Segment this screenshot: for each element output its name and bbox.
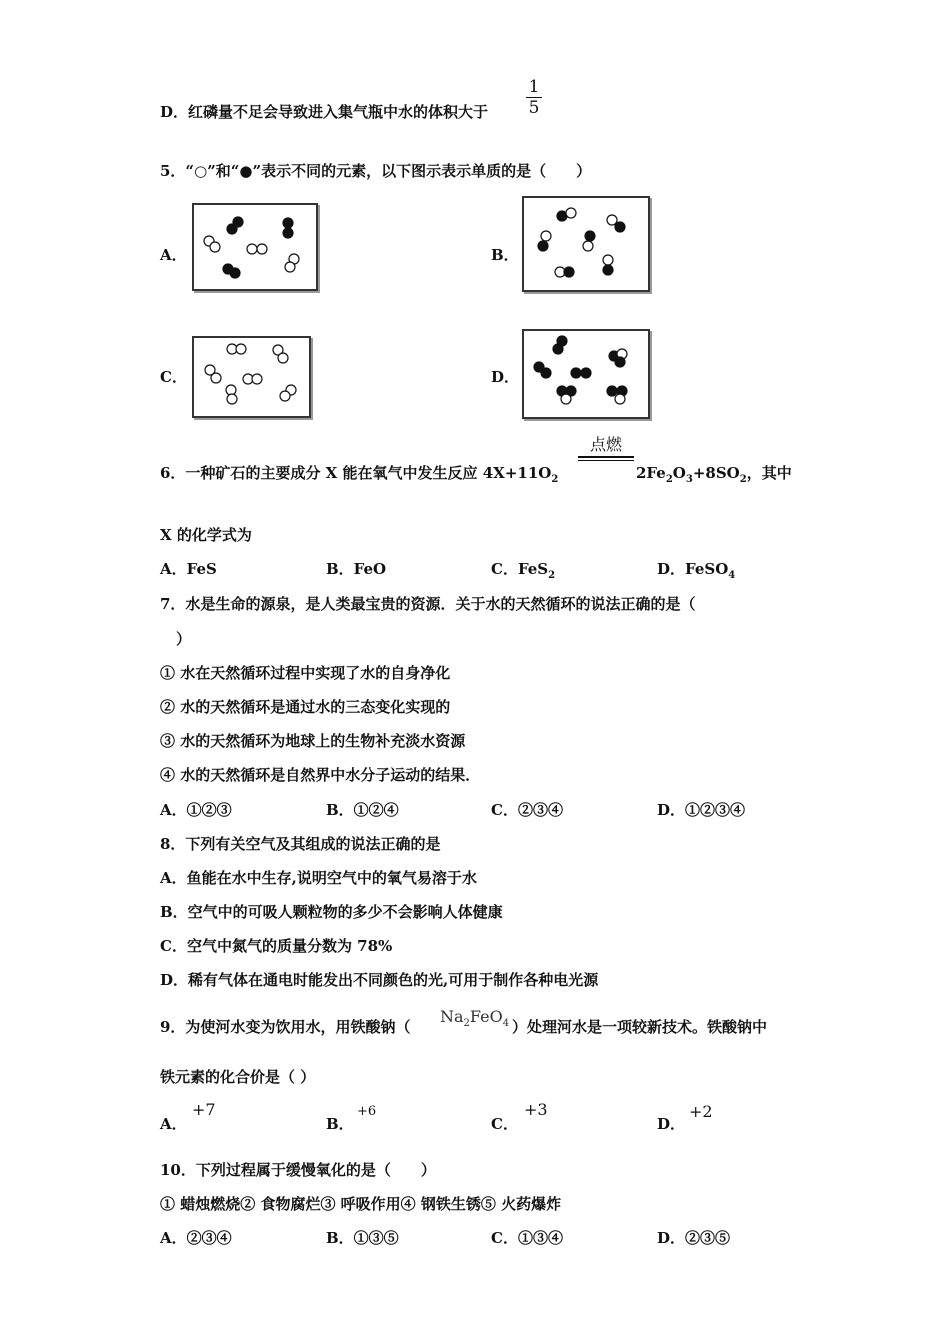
q5-label-c: C． bbox=[160, 368, 187, 386]
reaction-arrow bbox=[578, 456, 634, 461]
q7-option-d: D．①②③④ bbox=[657, 801, 746, 819]
q8-option-b: B．空气中的可吸人颗粒物的多少不会影响人体健康 bbox=[160, 903, 503, 921]
q6-o2-subscript: 2 bbox=[551, 474, 559, 485]
q6-product-sub2: 3 bbox=[685, 474, 693, 485]
q10-option-a: A．②③④ bbox=[160, 1229, 232, 1247]
q10-option-b: B．①③⑤ bbox=[326, 1229, 399, 1247]
q6-product-sub3: 2 bbox=[739, 474, 747, 485]
q6-product-tail: ，其中 bbox=[746, 464, 792, 482]
q6-option-b bbox=[326, 559, 386, 579]
condition-text: 点燃 bbox=[589, 435, 622, 454]
q9-formula-sub1: 2 bbox=[463, 1018, 470, 1030]
q8-option-a: A．鱼能在水中生存,说明空气中的氧气易溶于水 bbox=[160, 869, 477, 887]
q8-stem: 8．下列有关空气及其组成的说法正确的是 bbox=[160, 835, 441, 853]
q5-label-a: A． bbox=[160, 246, 187, 264]
q6-products bbox=[636, 463, 792, 490]
q7-item-1: ① 水在天然循环过程中实现了水的自身净化 bbox=[160, 664, 451, 682]
q7-item-2: ② 水的天然循环是通过水的三态变化实现的 bbox=[160, 698, 451, 716]
q9-option-b-value: +6 bbox=[357, 1104, 377, 1119]
q5-stem: 5．“○”和“●”表示不同的元素，以下图示表示单质的是（ ） bbox=[160, 162, 592, 180]
q7-item-3: ③ 水的天然循环为地球上的生物补充淡水资源 bbox=[160, 732, 466, 750]
q9-option-c-value: +3 bbox=[524, 1100, 548, 1119]
q9-stem-b: ）处理河水是一项较新技术。铁酸钠中 bbox=[512, 1018, 768, 1036]
q9-option-a: A． bbox=[160, 1115, 187, 1133]
q6-product-sub1: 2 bbox=[665, 474, 673, 485]
q7-item-4: ④ 水的天然循环是自然界中水分子运动的结果． bbox=[160, 766, 481, 784]
q5-diagram-b bbox=[522, 196, 650, 292]
q9-formula bbox=[440, 1007, 509, 1029]
q9-option-b: B． bbox=[326, 1115, 354, 1133]
q9-stem-a: 9．为使河水变为饮用水，用铁酸钠（ bbox=[160, 1018, 411, 1036]
q9-formula-feo: FeO bbox=[469, 1007, 503, 1026]
q6-stem-text: 6．一种矿石的主要成分 X 能在氧气中发生反应 4X+11O bbox=[160, 464, 552, 482]
q5-diagram-a bbox=[192, 203, 318, 291]
q5-label-d: D． bbox=[491, 368, 520, 386]
q9-formula-na: Na bbox=[440, 1007, 464, 1026]
q9-option-c: C． bbox=[491, 1115, 518, 1133]
q10-items: ① 蜡烛燃烧② 食物腐烂③ 呼吸作用④ 钢铁生锈⑤ 火药爆炸 bbox=[160, 1195, 562, 1213]
q10-option-c: C．①③④ bbox=[491, 1229, 563, 1247]
q5-label-b: B． bbox=[491, 246, 519, 264]
q6-option-d-sub: 4 bbox=[728, 570, 736, 581]
q7-stem-end: ） bbox=[176, 630, 192, 648]
q7-option-b: B．①②④ bbox=[326, 801, 399, 819]
q7-stem: 7．水是生命的源泉，是人类最宝贵的资源．关于水的天然循环的说法正确的是（ bbox=[160, 595, 696, 613]
q6-option-a bbox=[160, 559, 217, 579]
fraction-denominator: 5 bbox=[528, 98, 540, 118]
q5-diagram-c bbox=[192, 336, 311, 418]
q6-stem-line2: X 的化学式为 bbox=[160, 526, 252, 544]
q6-option-a-text: A．FeS bbox=[160, 560, 217, 578]
q9-option-d-value: +2 bbox=[689, 1102, 713, 1121]
q4-option-d bbox=[160, 102, 488, 122]
fraction-one-fifth bbox=[524, 78, 544, 117]
q7-option-a: A．①②③ bbox=[160, 801, 232, 819]
q8-option-c: C．空气中氮气的质量分数为 78% bbox=[160, 937, 393, 955]
q9-stem-c: 铁元素的化合价是（ ） bbox=[160, 1068, 316, 1086]
q9-option-d: D． bbox=[657, 1115, 686, 1133]
fraction-numerator: 1 bbox=[528, 77, 540, 97]
q10-stem: 10．下列过程属于缓慢氧化的是（ ） bbox=[160, 1161, 436, 1179]
q4-option-d-text: D．红磷量不足会导致进入集气瓶中水的体积大于 bbox=[160, 103, 489, 121]
q8-option-d: D．稀有气体在通电时能发出不同颜色的光,可用于制作各种电光源 bbox=[160, 971, 599, 989]
q6-option-b-text: B．FeO bbox=[326, 560, 387, 578]
q6-option-d-text: D．FeSO bbox=[657, 560, 729, 578]
q9-formula-sub2: 4 bbox=[502, 1018, 510, 1030]
q6-product-fe: 2Fe bbox=[636, 464, 666, 482]
q10-option-d: D．②③⑤ bbox=[657, 1229, 731, 1247]
reaction-condition bbox=[578, 432, 634, 461]
q6-option-c-text: C．FeS bbox=[491, 560, 549, 578]
q6-product-so: +8SO bbox=[692, 464, 740, 482]
q6-option-c-sub: 2 bbox=[548, 570, 556, 581]
q5-diagram-d bbox=[522, 329, 650, 419]
q9-option-a-value: +7 bbox=[192, 1100, 216, 1119]
q7-option-c: C．②③④ bbox=[491, 801, 563, 819]
q6-product-o: O bbox=[672, 464, 686, 482]
q6-option-c bbox=[491, 559, 555, 586]
q6-option-d bbox=[657, 559, 735, 586]
q6-stem-line1 bbox=[160, 463, 558, 490]
